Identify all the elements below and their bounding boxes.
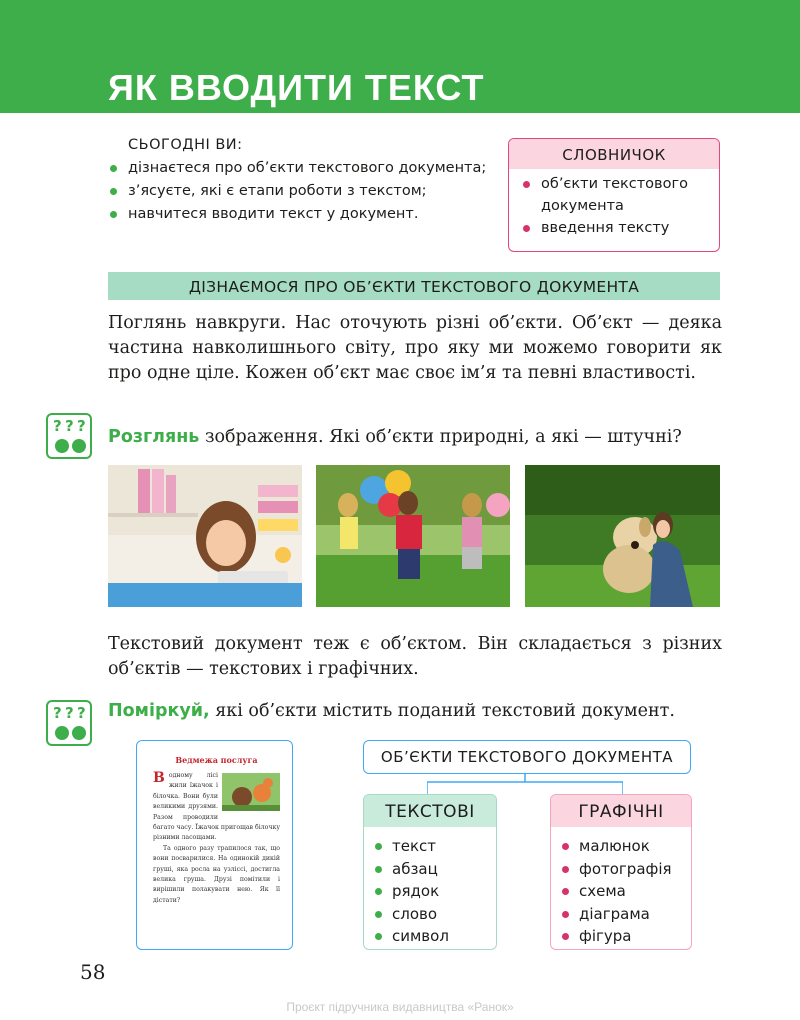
section-heading: ДІЗНАЄМОСЯ ПРО ОБ’ЄКТИ ТЕКСТОВОГО ДОКУМЕНТА (108, 272, 720, 300)
today-item: дізнаєтеся про об’єкти текстового документа; (108, 157, 488, 180)
list-item: малюнок (561, 835, 683, 858)
sample-paragraph-2: Та одного разу трапилося так, що вони посварилися. На одинокій дикій груші, яка росла на узліссі, достигла велика груша. Друзі помітили і вирішили полакувати нею. Як її дістати? (153, 844, 280, 904)
diagram-connector (427, 774, 623, 794)
task-consider (108, 425, 728, 449)
chapter-title: ЯК ВВОДИТИ ТЕКСТ (108, 67, 485, 108)
publisher-footer: Проєкт підручника видавництва «Ранок» (286, 1000, 514, 1014)
children-balloons-photo (316, 465, 510, 607)
graphical-objects-box (550, 794, 692, 950)
think-icon: ? ? ? (46, 413, 92, 459)
textual-objects-title: ТЕКСТОВІ (364, 795, 496, 827)
graphical-objects-list (551, 827, 691, 948)
diagram-root: ОБ’ЄКТИ ТЕКСТОВОГО ДОКУМЕНТА (363, 740, 691, 774)
hedgehog-squirrel-picture (222, 773, 280, 811)
list-item: рядок (374, 880, 488, 903)
today-item: навчитеся вводити текст у документ. (108, 203, 488, 226)
textual-objects-box (363, 794, 497, 950)
today-objectives (108, 133, 488, 226)
chapter-header (0, 0, 800, 113)
list-item: слово (374, 903, 488, 926)
list-item: текст (374, 835, 488, 858)
list-item: фотографія (561, 858, 683, 881)
graphical-objects-title: ГРАФІЧНІ (551, 795, 691, 827)
objects-paragraph: Текстовий документ теж є об’єктом. Він складається з різних об’єктів — текстових і графічних. (108, 634, 722, 679)
list-item: фігура (561, 925, 683, 948)
today-item: з’ясуєте, які є етапи роботи з текстом; (108, 180, 488, 203)
sample-document-text (153, 771, 280, 906)
drop-cap: В (153, 770, 165, 786)
task-keyword: Розглянь (108, 427, 200, 447)
task-text: зображення. Які об’єкти природні, а які — штучні? (199, 427, 682, 447)
glossary-item: об’єкти текстового документа (521, 173, 711, 217)
list-item: абзац (374, 858, 488, 881)
task-text: які об’єкти містить поданий текстовий документ. (209, 701, 675, 721)
sample-document-title: Ведмежа послуга (175, 755, 258, 765)
page-number: 58 (80, 960, 106, 984)
today-caption: СЬОГОДНІ ВИ: (128, 137, 243, 153)
textual-objects-list (364, 827, 496, 948)
glossary-list (509, 169, 719, 239)
girl-laptop-photo (108, 465, 302, 607)
task-think (108, 699, 728, 723)
task-keyword: Поміркуй, (108, 701, 210, 721)
think-icon: ? ? ? (46, 700, 92, 746)
list-item: символ (374, 925, 488, 948)
list-item: схема (561, 880, 683, 903)
glossary-item: введення тексту (521, 217, 711, 239)
sample-document (136, 740, 293, 950)
girl-dog-photo (525, 465, 720, 607)
glossary-title: СЛОВНИЧОК (509, 139, 719, 169)
intro-paragraph: Поглянь навкруги. Нас оточують різні об’єкти. Об’єкт — деяка частина навколишнього світу, про яку ми можемо говорити як про одне ціле. Кожен об’єкт має своє ім’я та певні властивості. (108, 313, 722, 383)
list-item: діаграма (561, 903, 683, 926)
today-list (108, 157, 488, 226)
sample-paragraph-1: одному лісі жили їжачок і білочка. Вони були великими друзями. Разом проводили багато часу. Їжачок пригощав білочку різними ласощами. (153, 772, 280, 842)
glossary-box (508, 138, 720, 252)
